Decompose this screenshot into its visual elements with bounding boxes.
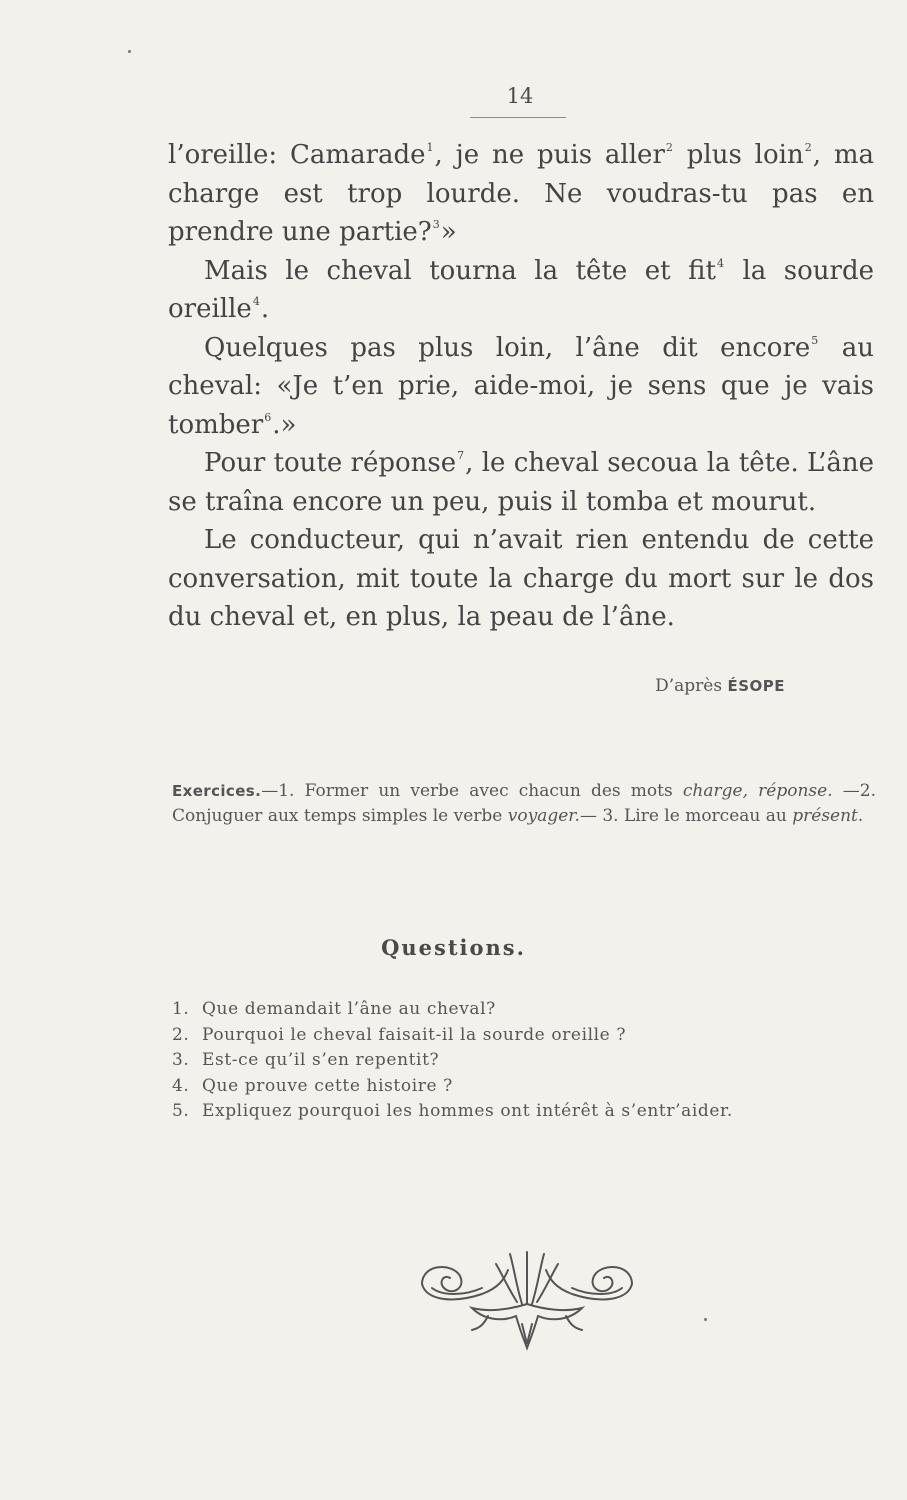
attribution-prefix: D’après (655, 676, 723, 696)
footnote-ref: 2 (665, 141, 673, 154)
scroll-ornament-icon (412, 1244, 642, 1354)
question-item: 2. Pourquoi le cheval faisait-il la sourde oreille ? (172, 1024, 627, 1045)
question-item: 5. Expliquez pourquoi les hommes ont intérêt à s’entr’aider. (172, 1101, 733, 1121)
paragraph-1: l’oreille: Camarade$^1$, je ne puis aller$^2$ plus loin$^2$, ma charge est trop lourde. Ne voudras-tu pas en prendre une partie?$^3$» (168, 140, 874, 247)
exercises-block: Exercices.—1. Former un verbe avec chacun des mots charge, réponse. —2. Conjuguer aux temps simples le verbe voyager.— 3. Lire le morceau au présent. (172, 781, 877, 826)
footnote-ref: 4 (252, 295, 260, 308)
questions-heading: Questions. (381, 935, 526, 960)
page-number-rule (470, 117, 566, 118)
attribution (655, 676, 785, 696)
question-item: 4. Que prouve cette histoire ? (172, 1075, 453, 1096)
paragraph-4: Pour toute réponse$^7$, le cheval secoua la tête. L’âne se traîna encore un peu, puis il tomba et mourut. (168, 448, 874, 517)
question-item: 3. Est-ce qu’il s’en repentit? (172, 1050, 440, 1070)
exercises-lead: Exercices. (172, 782, 262, 800)
footnote-ref: 7 (457, 449, 465, 462)
ink-speck (128, 50, 131, 53)
attribution-author: ÉSOPE (727, 677, 785, 695)
footnote-ref: 1 (426, 141, 434, 154)
question-item: 1. Que demandait l’âne au cheval? (172, 999, 496, 1019)
paragraph-3: Quelques pas plus loin, l’âne dit encore$^5$ au cheval: «Je t’en prie, aide-moi, je sens que je vais tomber$^6$.» (168, 332, 874, 440)
footnote-ref: 3 (432, 218, 440, 231)
footnote-ref: 2 (804, 141, 812, 154)
footnote-ref: 5 (811, 333, 819, 347)
story-text (168, 136, 874, 637)
paragraph-5: Le conducteur, qui n’avait rien entendu de cette conversation, mit toute la charge du mort sur le dos du cheval et, en plus, la peau de l’âne. (168, 525, 874, 632)
page-number: 14 (506, 84, 534, 108)
footnote-ref: 6 (264, 410, 272, 424)
ink-speck (704, 1318, 707, 1321)
questions-list (172, 997, 872, 1125)
footnote-ref: 4 (716, 256, 724, 270)
paragraph-2: Mais le cheval tourna la tête et fit$^4$ la sourde oreille$^4$. (168, 255, 875, 324)
